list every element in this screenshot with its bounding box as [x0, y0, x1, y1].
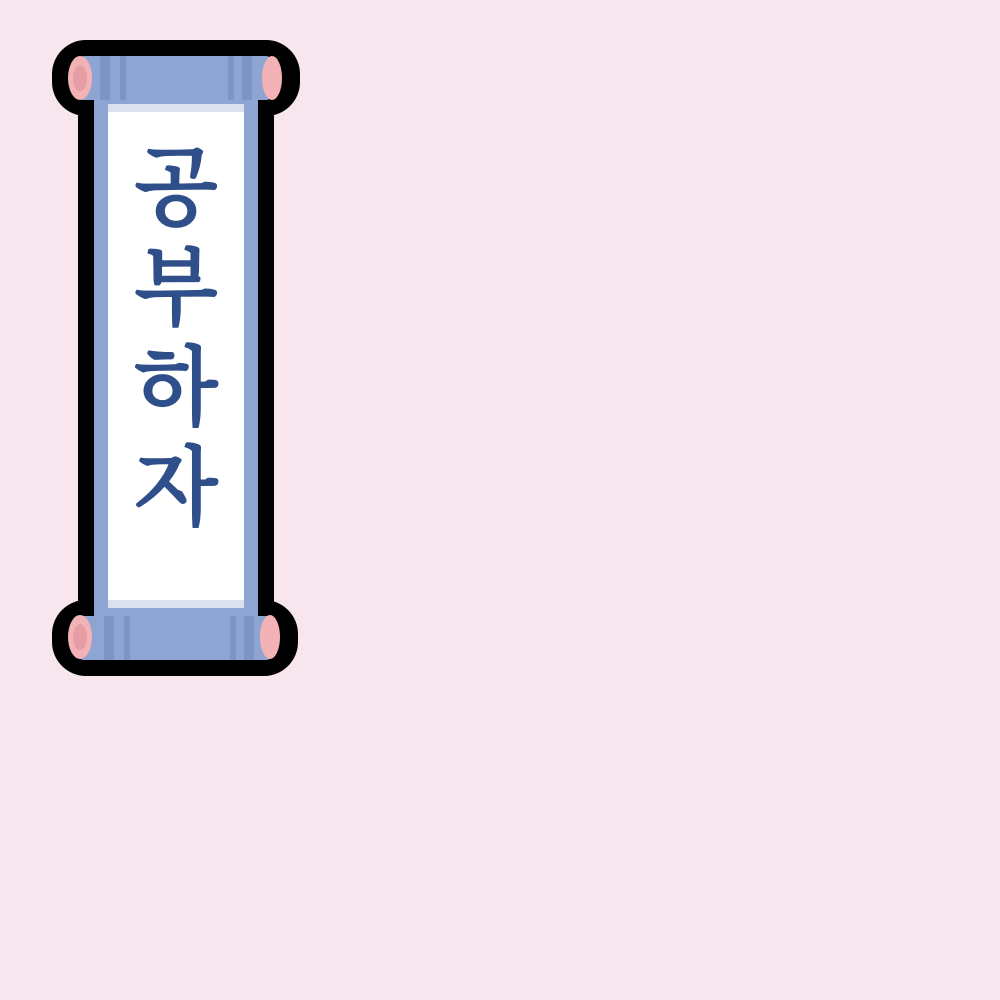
scroll-char-2: 부 [134, 238, 218, 338]
scroll-top-right-cap [262, 56, 282, 100]
scroll-char-3: 하 [134, 338, 218, 438]
scroll-text [108, 140, 244, 580]
scroll-paper-bottom-edge [108, 600, 244, 608]
scroll-char-4: 자 [134, 438, 218, 538]
scroll-paper-top-edge [108, 104, 244, 112]
scroll-char-1: 공 [134, 138, 218, 238]
scroll-bottom-right-cap [260, 615, 280, 659]
